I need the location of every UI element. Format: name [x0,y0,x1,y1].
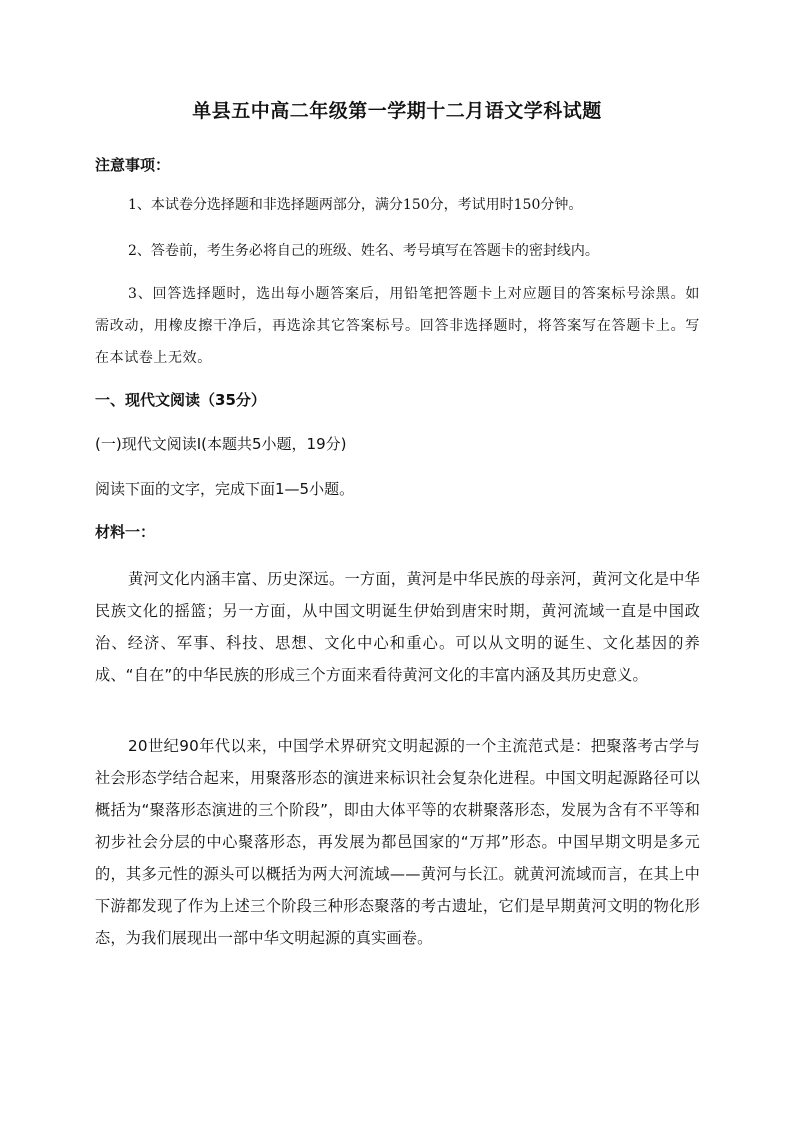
exam-title: 单县五中高二年级第一学期十二月语文学科试题 [192,100,602,122]
notice-item-2: 2、答卷前，考生务必将自己的班级、姓名、考号填写在答题卡的密封线内。 [128,243,599,259]
section-heading: 一、现代文阅读（35分） [95,391,266,409]
subsection-heading: (一)现代文阅读Ⅰ(本题共5小题，19分) [95,435,347,453]
notice-heading: 注意事项： [95,156,171,174]
material-heading: 材料一： [95,523,156,541]
reading-instruction: 阅读下面的文字，完成下面1—5小题。 [95,480,355,498]
material-paragraph-2: 20世纪90年代以来，中国学术界研究文明起源的一个主流范式是：把聚落考古学与社会形态学结合起来，用聚落形态的演进来标识社会复杂化进程。中国文明起源路径可以概括为“聚落形态演进的三个阶段”，即由大体平等的农耕聚落形态，发展为含有不平等和初步社会分层的中心聚落形态，再发展为都邑国家的“万邦”形态。中国早期文明是多元的，其多元性的源头可以概括为两大河流域——黄河与长江。就黄河流域而言，在其上中下游都发现了作为上述三个阶段三种形态聚落的考古遗址，它们是早期黄河文明的物化形态，为我们展现出一部中华文明起源的真实画卷。 [95,737,700,947]
material-paragraph-1: 黄河文化内涵丰富、历史深远。一方面，黄河是中华民族的母亲河，黄河文化是中华民族文化的摇篮；另一方面，从中国文明诞生伊始到唐宋时期，黄河流域一直是中国政治、经济、军事、科技、思想、文化中心和重心。可以从文明的诞生、文化基因的养成、“自在”的中华民族的形成三个方面来看待黄河文化的丰富内涵及其历史意义。 [95,570,700,684]
notice-item-3: 3、回答选择题时，选出每小题答案后，用铅笔把答题卡上对应题目的答案标号涂黑。如需改动，用橡皮擦干净后，再选涂其它答案标号。回答非选择题时，将答案写在答题卡上。写在本试卷上无效。 [95,286,700,366]
notice-item-1: 1、本试卷分选择题和非选择题两部分，满分150分，考试用时150分钟。 [128,197,583,213]
